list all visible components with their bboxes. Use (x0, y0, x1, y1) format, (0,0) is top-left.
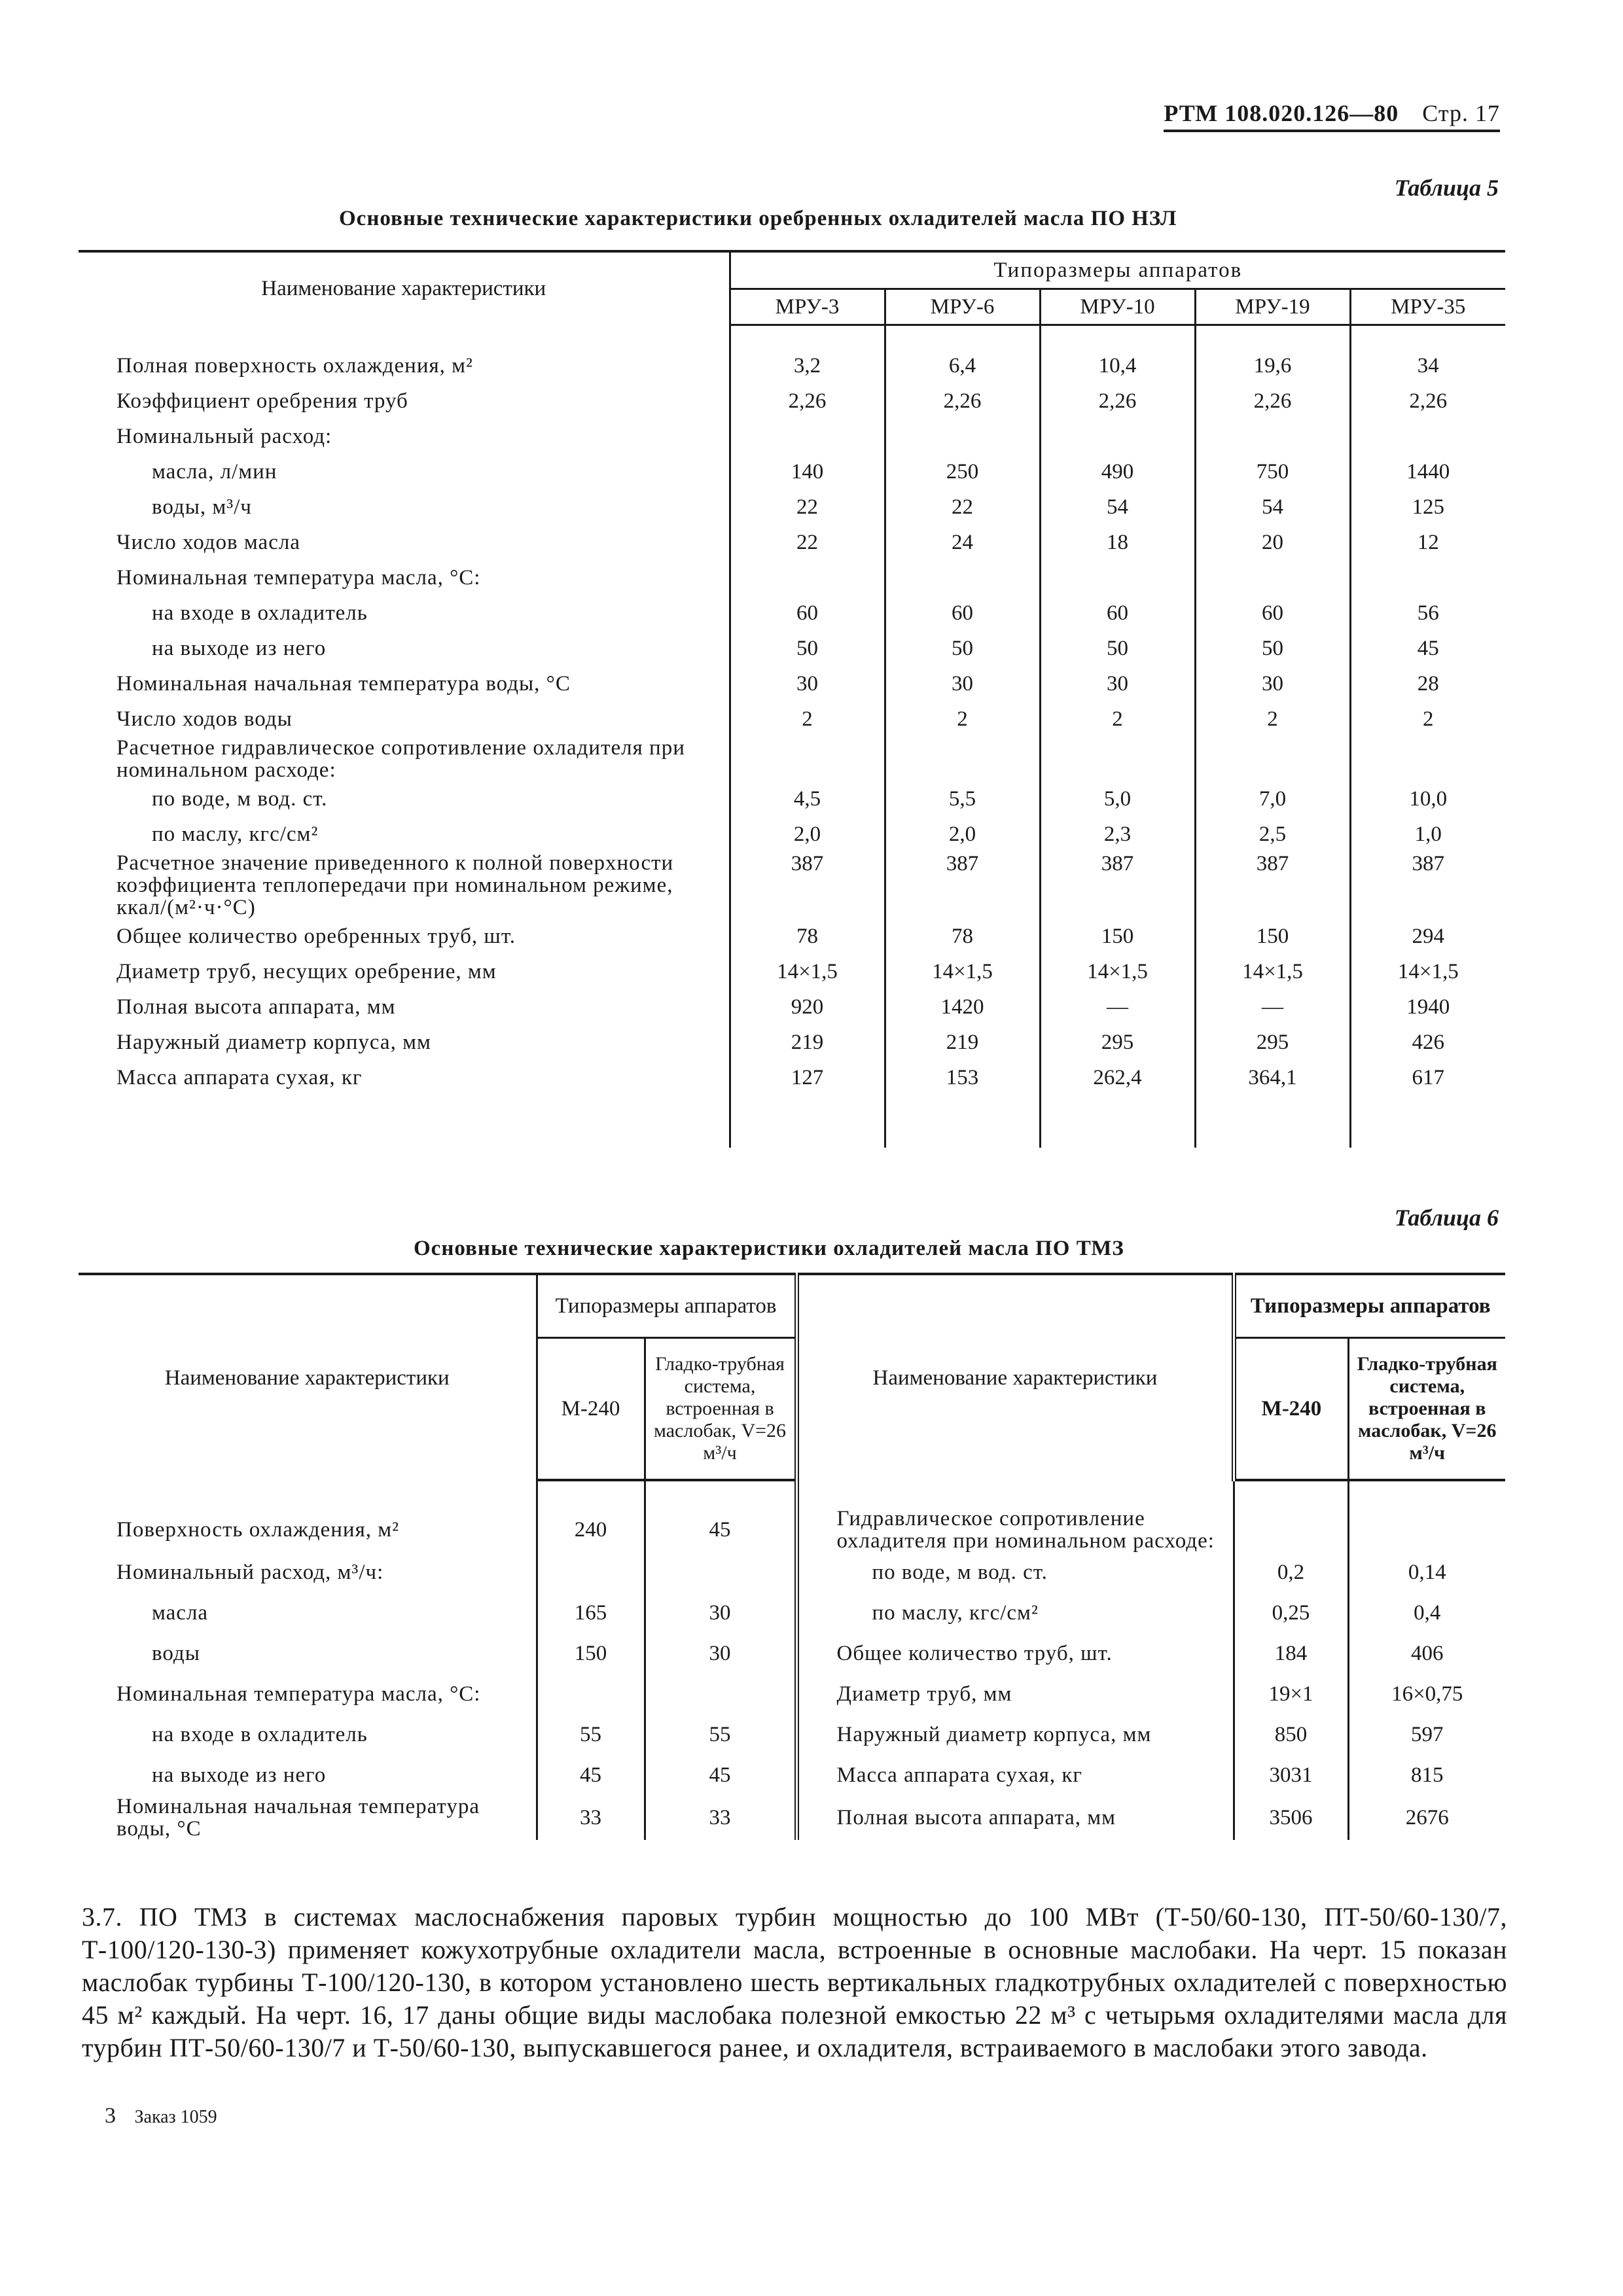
row-label: Число ходов воды (79, 701, 730, 737)
table-row (79, 1633, 1505, 1674)
cell-value: 12 (1417, 530, 1439, 554)
cell-value: 54 (1195, 489, 1350, 525)
table-row (79, 454, 1505, 489)
table-row (79, 631, 1505, 666)
table6-group-header-right: Типоразмеры аппаратов (1234, 1274, 1505, 1338)
cell-value: 597 (1411, 1722, 1444, 1746)
cell-value: 2 (1195, 701, 1350, 737)
cell-value: 24 (885, 525, 1040, 560)
cell-value: 30 (1195, 666, 1350, 701)
table6-name-header-left: Наименование характеристики (79, 1274, 537, 1480)
cell-value: 1940 (1406, 995, 1450, 1019)
table-row (79, 1552, 1505, 1593)
cell-value: 14×1,5 (1397, 959, 1459, 983)
table5-body (79, 325, 1505, 1148)
cell-value: 750 (1195, 454, 1350, 489)
row-label: Наружный диаметр корпуса, мм (79, 1025, 730, 1060)
table-row (79, 1060, 1505, 1095)
row-label: Номинальный расход: (79, 419, 730, 454)
cell-value: 22 (885, 489, 1040, 525)
table6-col-m240-left: М-240 (537, 1338, 645, 1481)
cell-value: 19,6 (1195, 348, 1350, 383)
cell-value: 127 (730, 1060, 885, 1095)
cell-value: 16×0,75 (1391, 1682, 1463, 1706)
row-label: Номинальная температура масла, °С: (79, 560, 730, 595)
row-label: Масса аппарата сухая, кг (796, 1755, 1234, 1795)
cell-value (1350, 560, 1505, 595)
cell-value: 50 (1040, 631, 1195, 666)
cell-value: 3031 (1234, 1755, 1348, 1795)
cell-value (645, 1552, 796, 1593)
cell-value (537, 1674, 645, 1714)
cell-value: 0,2 (1234, 1552, 1348, 1593)
table-row (79, 1795, 1505, 1840)
cell-value (1195, 560, 1350, 595)
cell-value: 920 (730, 989, 885, 1025)
cell-value: 125 (1412, 495, 1445, 519)
cell-value: 165 (537, 1593, 645, 1633)
cell-value (1348, 1508, 1505, 1552)
table6-body (79, 1480, 1505, 1840)
cell-value: 2 (730, 701, 885, 737)
table-row (79, 781, 1505, 817)
row-label: на входе в охладитель (79, 595, 730, 631)
page-footer (105, 2104, 217, 2128)
row-label: Полная высота аппарата, мм (796, 1795, 1234, 1840)
row-label: на выходе из него (79, 631, 730, 666)
cell-value: 490 (1040, 454, 1195, 489)
cell-value: 34 (1417, 353, 1439, 378)
cell-value (1040, 419, 1195, 454)
cell-value: 45 (1417, 636, 1439, 660)
table6-col-smooth-left: Гладко-трубная система, встроенная в маслобак, V=26 м³/ч (645, 1338, 796, 1481)
cell-value: 2 (885, 701, 1040, 737)
cell-value: 60 (730, 595, 885, 631)
table-row (79, 489, 1505, 525)
cell-value: 1,0 (1414, 822, 1442, 846)
table-row (79, 852, 1505, 919)
cell-value: 45 (709, 1763, 731, 1787)
cell-value: 219 (730, 1025, 885, 1060)
cell-value: 295 (1040, 1025, 1195, 1060)
cell-value: 219 (885, 1025, 1040, 1060)
row-label: Расчетное значение приведенного к полной поверхности коэффициента теплопередачи при номинальном режиме, ккал/(м²·ч·°С) (79, 852, 730, 919)
table-row (79, 1755, 1505, 1795)
cell-value: 3506 (1234, 1795, 1348, 1840)
cell-value: 387 (730, 852, 885, 919)
page-number-label: Стр. 17 (1422, 100, 1500, 126)
cell-value: 7,0 (1195, 781, 1350, 817)
cell-value (1195, 419, 1350, 454)
cell-value: 387 (1195, 852, 1350, 919)
table5-title: Основные технические характеристики оребренных охладителей масла ПО НЗЛ (339, 207, 1177, 230)
cell-value: 14×1,5 (885, 954, 1040, 989)
cell-value: 0,4 (1414, 1600, 1441, 1625)
row-label: Номинальная температура масла, °С: (79, 1674, 537, 1714)
cell-value: 2,5 (1195, 817, 1350, 852)
cell-value: 6,4 (885, 348, 1040, 383)
table6-col-m240-right: М-240 (1234, 1338, 1348, 1481)
cell-value (885, 560, 1040, 595)
cell-value: 10,0 (1409, 786, 1448, 811)
cell-value: 19×1 (1234, 1674, 1348, 1714)
cell-value: — (1040, 989, 1195, 1025)
cell-value (885, 737, 1040, 781)
table5-name-header: Наименование характеристики (79, 251, 730, 325)
table5-label: Таблица 5 (1394, 175, 1499, 201)
cell-value: 5,5 (885, 781, 1040, 817)
row-label: по маслу, кгс/см² (796, 1593, 1234, 1633)
footer-page-number: 3 (105, 2104, 116, 2128)
table6-name-header-right: Наименование характеристики (796, 1274, 1234, 1480)
cell-value (1234, 1508, 1348, 1552)
cell-value (1195, 737, 1350, 781)
cell-value: 250 (885, 454, 1040, 489)
cell-value: 20 (1195, 525, 1350, 560)
section-paragraph: 3.7. ПО ТМЗ в системах маслоснабжения паровых турбин мощностью до 100 МВт (Т-50/60-130, ПТ-50/60-130/7, Т-100/120-130-3) применяет кожухотрубные охладители масла, встроенные в основные маслобаки. На черт. 15 показан маслобак турбины Т-100/120-130, в котором установлено шесть вертикальных гладкотрубных охладителей с поверхностью 45 м² каждый. На черт. 16, 17 даны общие виды маслобака полезной емкостью 22 м³ с четырьмя охладителями масла для турбин ПТ-50/60-130/7 и Т-50/60-130, выпускавшегося ранее, и охладителя, встраиваемого в маслобаки этого завода. (82, 1902, 1507, 2062)
row-label: по воде, м вод. ст. (79, 781, 730, 817)
cell-value (1040, 560, 1195, 595)
row-label: на выходе из него (79, 1755, 537, 1795)
table5-group-header: Типоразмеры аппаратов (730, 251, 1505, 289)
cell-value: 406 (1411, 1641, 1444, 1665)
table-row (79, 595, 1505, 631)
cell-value: 1420 (885, 989, 1040, 1025)
table6-col-smooth-right: Гладко-трубная система, встроенная в маслобак, V=26 м³/ч (1348, 1338, 1505, 1481)
cell-value (885, 419, 1040, 454)
cell-value (537, 1552, 645, 1593)
cell-value: 240 (537, 1508, 645, 1552)
cell-value: 2 (1423, 707, 1434, 731)
cell-value: 60 (885, 595, 1040, 631)
document-code: РТМ 108.020.126—80 (1164, 100, 1399, 126)
cell-value: 387 (1412, 852, 1445, 875)
cell-value (730, 737, 885, 781)
row-label: Общее количество труб, шт. (796, 1633, 1234, 1674)
cell-value: 30 (709, 1641, 731, 1665)
table5-column-header: МРУ-6 (885, 289, 1040, 325)
cell-value: 14×1,5 (730, 954, 885, 989)
table-row (79, 954, 1505, 989)
cell-value: 2,0 (730, 817, 885, 852)
cell-value (730, 419, 885, 454)
row-label: Диаметр труб, несущих оребрение, мм (79, 954, 730, 989)
cell-value: 60 (1195, 595, 1350, 631)
cell-value: 4,5 (730, 781, 885, 817)
cell-value: 2676 (1405, 1805, 1449, 1829)
row-label: воды, м³/ч (79, 489, 730, 525)
table-row (79, 1674, 1505, 1714)
cell-value: 50 (1195, 631, 1350, 666)
cell-value: 150 (1195, 919, 1350, 954)
table-row (79, 419, 1505, 454)
table-row (79, 348, 1505, 383)
table-row (79, 1025, 1505, 1060)
row-label: Наружный диаметр корпуса, мм (796, 1714, 1234, 1755)
cell-value: 426 (1412, 1030, 1445, 1054)
cell-value: 2 (1040, 701, 1195, 737)
cell-value: 28 (1417, 671, 1439, 696)
table-row (79, 525, 1505, 560)
table-row (79, 560, 1505, 595)
cell-value: 54 (1040, 489, 1195, 525)
cell-value: 262,4 (1040, 1060, 1195, 1095)
cell-value: 18 (1040, 525, 1195, 560)
cell-value: 2,26 (1195, 383, 1350, 419)
table-row (79, 919, 1505, 954)
table6-group-header-left: Типоразмеры аппаратов (537, 1274, 796, 1338)
cell-value: 30 (730, 666, 885, 701)
footer-order: Заказ 1059 (134, 2107, 217, 2127)
row-label: Номинальная начальная температура воды, °С (79, 1795, 537, 1840)
cell-value: 55 (709, 1722, 731, 1746)
table6-spacer-row (79, 1480, 1505, 1508)
row-label: Полная поверхность охлаждения, м² (79, 348, 730, 383)
cell-value: 617 (1412, 1065, 1445, 1089)
table-row (79, 701, 1505, 737)
row-label: Масса аппарата сухая, кг (79, 1060, 730, 1095)
cell-value: 153 (885, 1060, 1040, 1095)
cell-value: 60 (1040, 595, 1195, 631)
table6-title: Основные технические характеристики охладителей масла ПО ТМЗ (414, 1237, 1124, 1260)
cell-value: 295 (1195, 1025, 1350, 1060)
cell-value: 78 (885, 919, 1040, 954)
cell-value: 33 (709, 1805, 731, 1829)
table-row (79, 989, 1505, 1025)
cell-value: 2,3 (1040, 817, 1195, 852)
cell-value: 2,26 (730, 383, 885, 419)
cell-value: 364,1 (1195, 1060, 1350, 1095)
cell-value: 150 (1040, 919, 1195, 954)
cell-value: 1440 (1406, 459, 1450, 484)
table5-column-header: МРУ-10 (1040, 289, 1195, 325)
row-label: по маслу, кгс/см² (79, 817, 730, 852)
cell-value: 0,25 (1234, 1593, 1348, 1633)
cell-value: 387 (885, 852, 1040, 919)
row-label: Полная высота аппарата, мм (79, 989, 730, 1025)
cell-value: 294 (1412, 924, 1445, 948)
cell-value: 850 (1234, 1714, 1348, 1755)
cell-value: 50 (885, 631, 1040, 666)
row-label: Число ходов масла (79, 525, 730, 560)
cell-value: 45 (537, 1755, 645, 1795)
cell-value: 2,26 (1040, 383, 1195, 419)
cell-value: 30 (1040, 666, 1195, 701)
table5-tail-row (79, 1095, 1505, 1148)
cell-value: 815 (1411, 1763, 1444, 1787)
row-label: Поверхность охлаждения, м² (79, 1508, 537, 1552)
row-label: масла, л/мин (79, 454, 730, 489)
cell-value: — (1195, 989, 1350, 1025)
row-label: масла (79, 1593, 537, 1633)
cell-value (645, 1674, 796, 1714)
page-header (1164, 99, 1500, 132)
cell-value: 0,14 (1408, 1560, 1446, 1584)
table-row (79, 1593, 1505, 1633)
row-label: на входе в охладитель (79, 1714, 537, 1755)
cell-value: 30 (709, 1600, 731, 1625)
cell-value: 150 (537, 1633, 645, 1674)
table-row (79, 383, 1505, 419)
cell-value (730, 560, 885, 595)
row-label: Коэффициент оребрения труб (79, 383, 730, 419)
table-row (79, 737, 1505, 781)
cell-value: 2,26 (885, 383, 1040, 419)
table5-spacer-row (79, 325, 1505, 349)
row-label: Диаметр труб, мм (796, 1674, 1234, 1714)
cell-value: 5,0 (1040, 781, 1195, 817)
cell-value: 14×1,5 (1040, 954, 1195, 989)
table6 (79, 1273, 1505, 1840)
row-label: Номинальная начальная температура воды, °С (79, 666, 730, 701)
cell-value (1350, 737, 1505, 781)
cell-value: 50 (730, 631, 885, 666)
cell-value: 56 (1417, 601, 1439, 625)
cell-value (1040, 737, 1195, 781)
table6-label: Таблица 6 (1394, 1205, 1499, 1231)
cell-value: 22 (730, 489, 885, 525)
row-label: Номинальный расход, м³/ч: (79, 1552, 537, 1593)
cell-value: 78 (730, 919, 885, 954)
cell-value: 2,26 (1409, 389, 1448, 413)
table5 (79, 250, 1505, 1148)
table5-column-header: МРУ-3 (730, 289, 885, 325)
row-label: Общее количество оребренных труб, шт. (79, 919, 730, 954)
row-label: Расчетное гидравлическое сопротивление охладителя при номинальном расходе: (79, 737, 730, 781)
cell-value: 30 (885, 666, 1040, 701)
table5-column-header: МРУ-19 (1195, 289, 1350, 325)
table-row (79, 1714, 1505, 1755)
cell-value: 140 (730, 454, 885, 489)
cell-value: 2,0 (885, 817, 1040, 852)
cell-value: 387 (1040, 852, 1195, 919)
row-label: Гидравлическое сопротивление охладителя при номинальном расходе: (796, 1508, 1234, 1552)
table-row (79, 817, 1505, 852)
cell-value: 14×1,5 (1195, 954, 1350, 989)
cell-value: 3,2 (730, 348, 885, 383)
cell-value: 184 (1234, 1633, 1348, 1674)
cell-value: 22 (730, 525, 885, 560)
cell-value: 55 (537, 1714, 645, 1755)
row-label: по воде, м вод. ст. (796, 1552, 1234, 1593)
table5-column-header: МРУ-35 (1350, 289, 1505, 325)
row-label: воды (79, 1633, 537, 1674)
table-row (79, 666, 1505, 701)
cell-value (1350, 419, 1505, 454)
cell-value: 10,4 (1040, 348, 1195, 383)
cell-value: 45 (709, 1517, 731, 1542)
cell-value: 33 (537, 1795, 645, 1840)
table-row (79, 1508, 1505, 1552)
